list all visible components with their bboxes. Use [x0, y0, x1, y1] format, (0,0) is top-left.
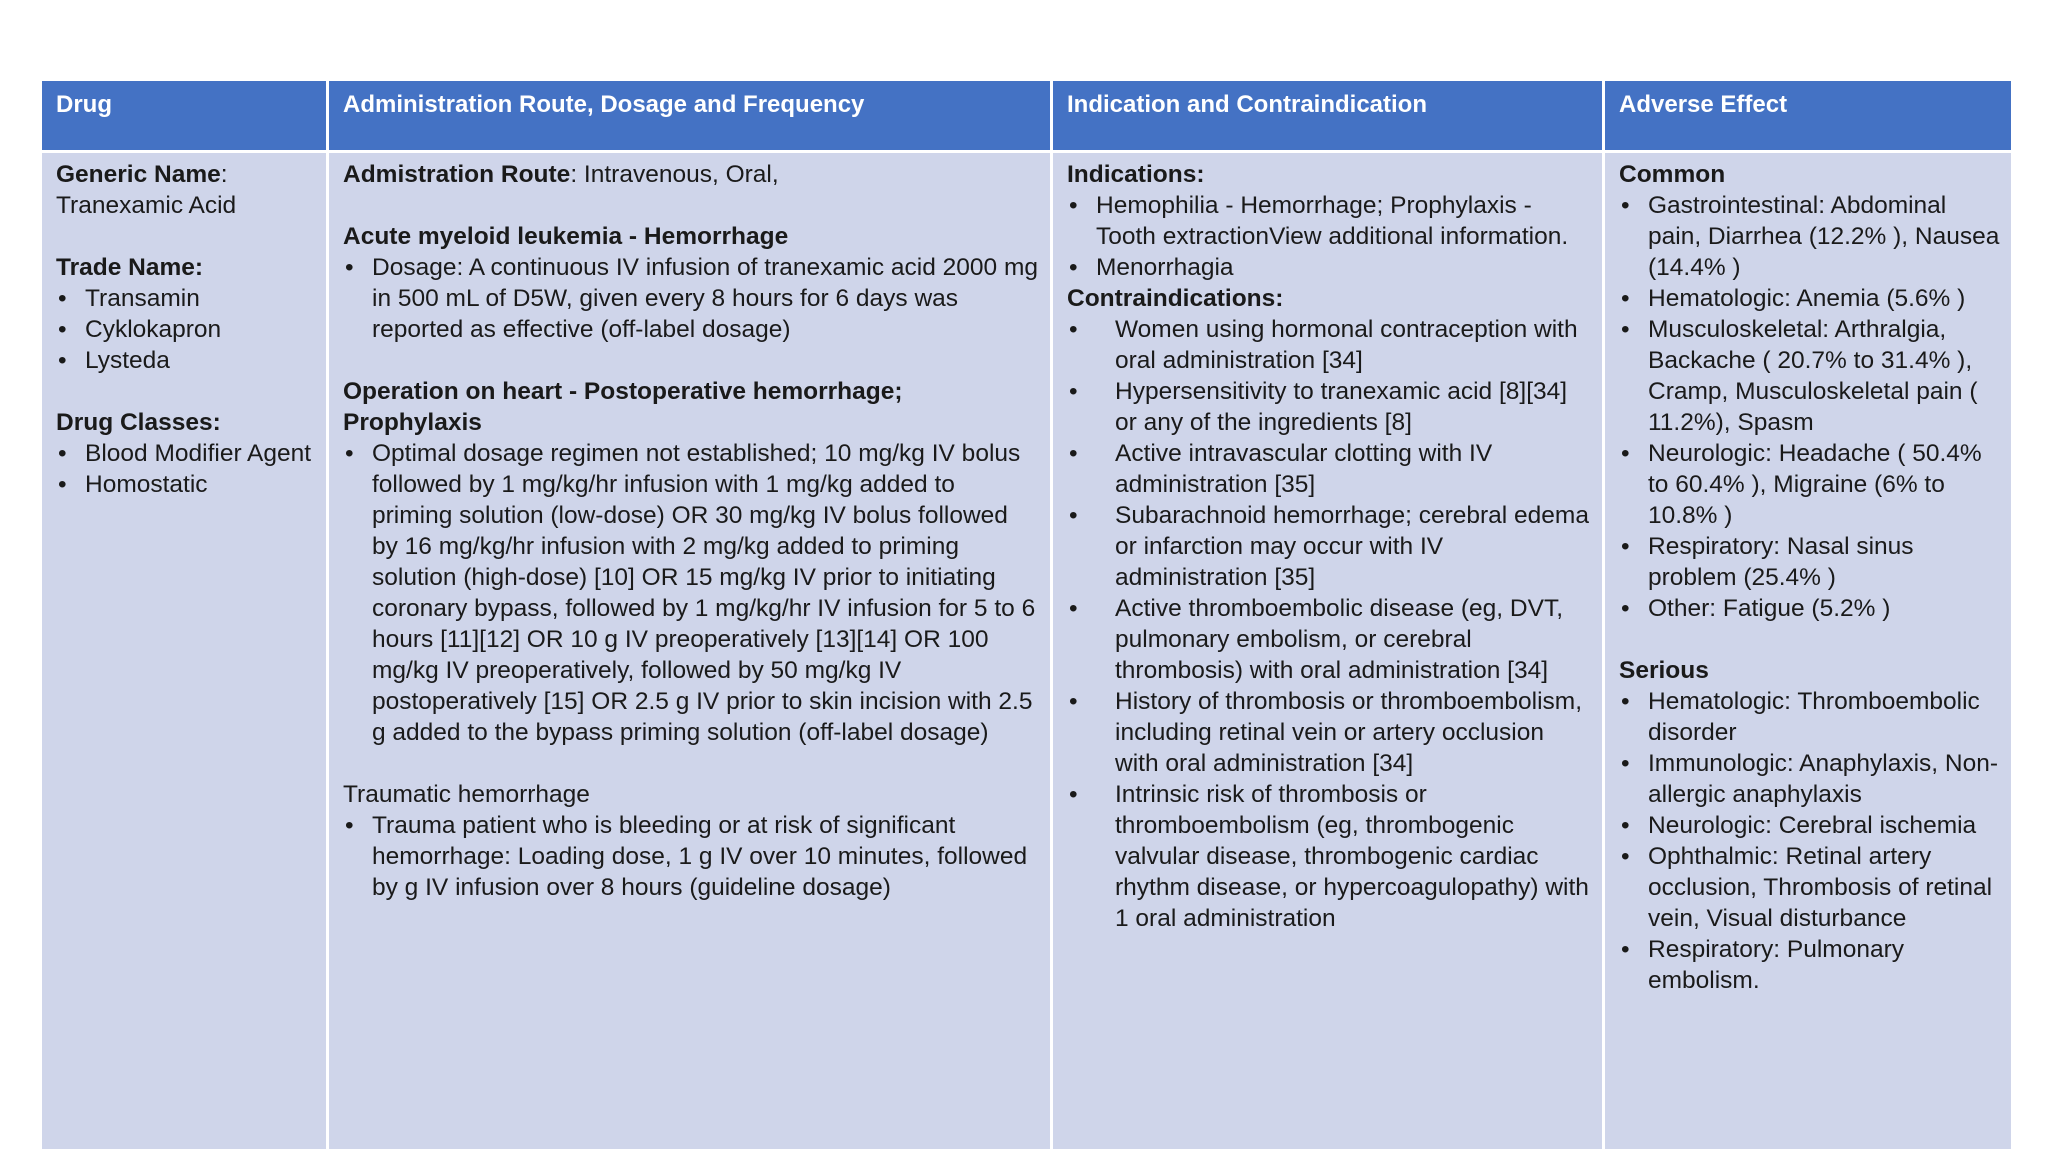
- trade-name-item: • Lysteda: [56, 345, 316, 376]
- generic-name-colon: :: [220, 161, 228, 188]
- serious-effects-list: [1619, 686, 2001, 996]
- drug-class-item: • Homostatic: [56, 469, 316, 500]
- trade-name-label: Trade Name:: [56, 254, 204, 281]
- trade-name-item: • Cyklokapron: [56, 314, 316, 345]
- adverse-effect-item: • Immunologic: Anaphylaxis, Non-allergic anaphylaxis: [1619, 748, 2001, 810]
- contraindications-list: [1067, 314, 1592, 934]
- contraindication-item: • Intrinsic risk of thrombosis or thromboembolism (eg, thrombogenic valvular disease, thrombogenic cardiac rhythm disease, or hypercoagulopathy) with 1 oral administration: [1067, 779, 1592, 934]
- adverse-effect-cell: [1604, 152, 2013, 1151]
- contraindication-item: • Active intravascular clotting with IV administration [35]: [1067, 438, 1592, 500]
- section-title: Operation on heart - Postoperative hemorrhage; Prophylaxis: [343, 378, 903, 436]
- adverse-effect-item: • Respiratory: Pulmonary embolism.: [1619, 934, 2001, 996]
- indications-list: [1067, 190, 1592, 283]
- adverse-effect-item: • Neurologic: Cerebral ischemia: [1619, 810, 2001, 841]
- header-row: [41, 80, 2013, 152]
- dosage-list: [343, 438, 1040, 748]
- contraindications-label: Contraindications:: [1067, 285, 1284, 312]
- dosage-list: [343, 810, 1040, 903]
- section-title: Traumatic hemorrhage: [343, 781, 590, 808]
- drug-classes-label: Drug Classes:: [56, 409, 221, 436]
- header-adverse-effect: Adverse Effect: [1604, 80, 2013, 152]
- contraindication-item: • Women using hormonal contraception with oral administration [34]: [1067, 314, 1592, 376]
- drug-class-item: • Blood Modifier Agent: [56, 438, 316, 469]
- route-label: Admistration Route: [343, 161, 571, 188]
- administration-cell: [328, 152, 1052, 1151]
- indication-item: • Menorrhagia: [1067, 252, 1592, 283]
- adverse-effect-item: • Ophthalmic: Retinal artery occlusion, Thrombosis of retinal vein, Visual disturbance: [1619, 841, 2001, 934]
- contraindication-item: • Subarachnoid hemorrhage; cerebral edema or infarction may occur with IV administration [35]: [1067, 500, 1592, 593]
- route-line: [343, 159, 1040, 190]
- contraindication-item: • Active thromboembolic disease (eg, DVT, pulmonary embolism, or cerebral thrombosis) with oral administration [34]: [1067, 593, 1592, 686]
- header-indication: Indication and Contraindication: [1052, 80, 1604, 152]
- serious-label: Serious: [1619, 657, 1709, 684]
- dosage-item: • Trauma patient who is bleeding or at risk of significant hemorrhage: Loading dose, 1 g IV over 10 minutes, followed by g IV infusion over 8 hours (guideline dosage): [343, 810, 1040, 903]
- trade-name-item: • Transamin: [56, 283, 316, 314]
- dosage-item: • Dosage: A continuous IV infusion of tranexamic acid 2000 mg in 500 mL of D5W, given every 8 hours for 6 days was reported as effective (off-label dosage): [343, 252, 1040, 345]
- adverse-effect-item: • Respiratory: Nasal sinus problem (25.4% ): [1619, 531, 2001, 593]
- indication-item: • Hemophilia - Hemorrhage; Prophylaxis - Tooth extractionView additional information.: [1067, 190, 1592, 252]
- adverse-effect-item: • Other: Fatigue (5.2% ): [1619, 593, 2001, 624]
- indication-cell: [1052, 152, 1604, 1151]
- route-value: : Intravenous, Oral,: [570, 161, 779, 188]
- contraindication-item: • History of thrombosis or thromboembolism, including retinal vein or artery occlusion with oral administration [34]: [1067, 686, 1592, 779]
- generic-name-line: [56, 159, 316, 190]
- generic-name-value: Tranexamic Acid: [56, 192, 237, 219]
- adverse-effect-item: • Hematologic: Anemia (5.6% ): [1619, 283, 2001, 314]
- drug-row: [41, 152, 2013, 1151]
- drug-info-table: [39, 78, 2014, 1152]
- adverse-effect-item: • Neurologic: Headache ( 50.4% to 60.4% ), Migraine (6% to 10.8% ): [1619, 438, 2001, 531]
- common-label: Common: [1619, 161, 1726, 188]
- drug-cell: [41, 152, 328, 1151]
- adverse-effect-item: • Gastrointestinal: Abdominal pain, Diarrhea (12.2% ), Nausea (14.4% ): [1619, 190, 2001, 283]
- contraindication-item: • Hypersensitivity to tranexamic acid [8][34] or any of the ingredients [8]: [1067, 376, 1592, 438]
- dosage-item: • Optimal dosage regimen not established; 10 mg/kg IV bolus followed by 1 mg/kg/hr infusion with 1 mg/kg added to priming solution (low-dose) OR 30 mg/kg IV bolus followed by 16 mg/kg/hr infusion with 2 mg/kg added to priming solution (high-dose) [10] OR 15 mg/kg IV prior to initiating coronary bypass, followed by 1 mg/kg/hr IV infusion for 5 to 6 hours [11][12] OR 10 g IV preoperatively [13][14] OR 100 mg/kg IV preoperatively, followed by 50 mg/kg IV postoperatively [15] OR 2.5 g IV prior to skin incision with 2.5 g added to the bypass priming solution (off-label dosage): [343, 438, 1040, 748]
- trade-name-list: [56, 283, 316, 376]
- adverse-effect-item: • Musculoskeletal: Arthralgia, Backache ( 20.7% to 31.4% ), Cramp, Musculoskeletal pain ( 11.2%), Spasm: [1619, 314, 2001, 438]
- section-title: Acute myeloid leukemia - Hemorrhage: [343, 223, 789, 250]
- indications-label: Indications:: [1067, 161, 1205, 188]
- header-drug: Drug: [41, 80, 328, 152]
- adverse-effect-item: • Hematologic: Thromboembolic disorder: [1619, 686, 2001, 748]
- dosage-list: [343, 252, 1040, 345]
- common-effects-list: [1619, 190, 2001, 624]
- drug-classes-list: [56, 438, 316, 500]
- generic-name-label: Generic Name: [56, 161, 221, 188]
- header-administration: Administration Route, Dosage and Frequency: [328, 80, 1052, 152]
